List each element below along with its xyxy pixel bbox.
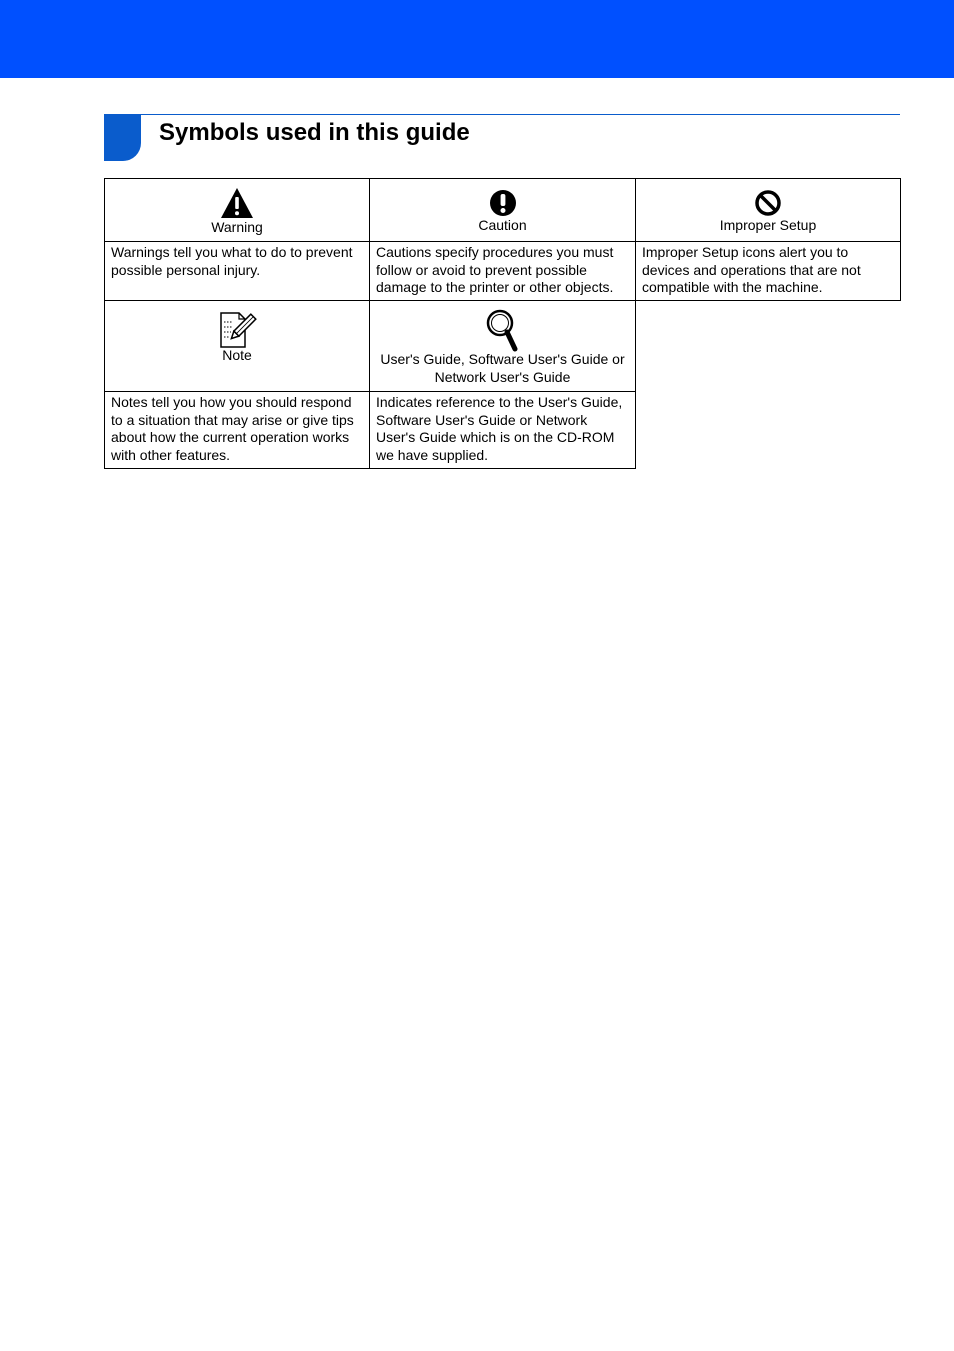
improper-setup-icon-cell: [635, 178, 901, 242]
users-guide-description: Indicates reference to the User's Guide, Software User's Guide or Network User's Guide which is on the CD-ROM we have supplied.: [376, 394, 623, 463]
note-label: Note: [222, 347, 252, 363]
improper-setup-description: Improper Setup icons alert you to devices and operations that are not compatible with the machine.: [642, 244, 861, 296]
section-tab-marker: [104, 114, 141, 161]
users-guide-icon-cell: [369, 300, 636, 392]
top-banner: [0, 0, 954, 78]
warning-icon-cell: [104, 178, 370, 242]
note-description: Notes tell you how you should respond to a situation that may arise or give tips about how the current operation works with other features.: [111, 394, 354, 463]
improper-setup-label: Improper Setup: [719, 217, 817, 233]
users-guide-description-cell: [369, 391, 636, 469]
caution-description-cell: [369, 241, 636, 301]
warning-triangle-icon: [220, 187, 254, 219]
section-header-rule: [141, 114, 900, 115]
users-guide-label: User's Guide, Software User's Guide or Network User's Guide: [380, 351, 625, 385]
improper-setup-description-cell: [635, 241, 901, 301]
caution-description: Cautions specify procedures you must follow or avoid to prevent possible damage to the printer or other objects.: [376, 244, 614, 296]
note-pad-pencil-icon: [217, 310, 257, 350]
caution-icon-cell: [369, 178, 636, 242]
prohibited-icon: [754, 189, 782, 217]
warning-description: Warnings tell you what to do to prevent possible personal injury.: [111, 244, 353, 278]
note-description-cell: [104, 391, 370, 469]
warning-label: Warning: [211, 219, 263, 235]
note-icon-cell: [104, 300, 370, 392]
warning-description-cell: [104, 241, 370, 301]
caution-label: Caution: [478, 217, 527, 233]
section-title: Symbols used in this guide: [159, 119, 470, 146]
caution-exclamation-icon: [489, 189, 517, 217]
magnifier-icon: [486, 309, 520, 353]
